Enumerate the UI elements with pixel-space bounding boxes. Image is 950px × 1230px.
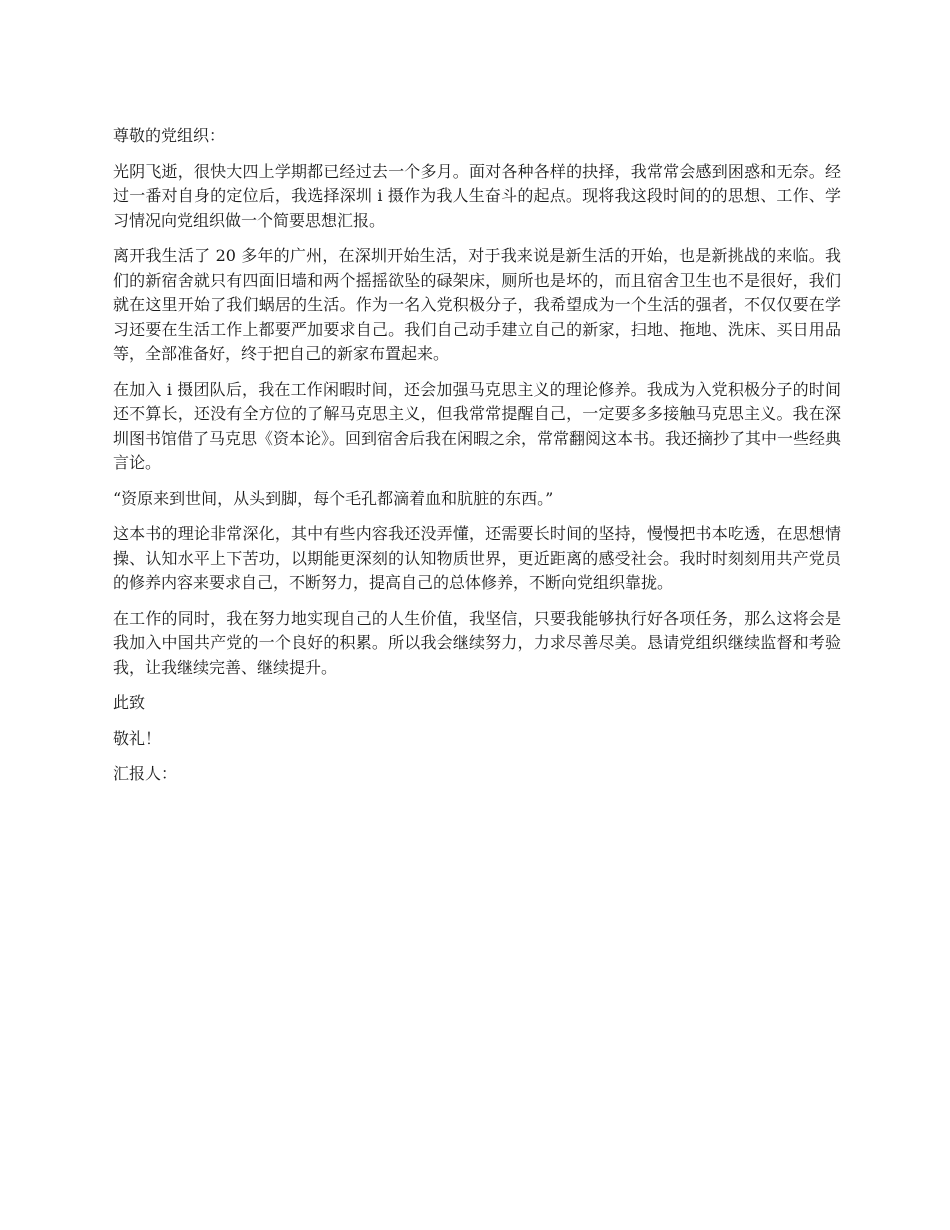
closing: 此致 <box>113 693 146 712</box>
quote: “资原来到世间，从头到脚，每个毛孔都滴着血和肮脏的东西。” <box>113 488 554 508</box>
paragraph-reflection: 这本书的理论非常深化，其中有些内容我还没弄懂，还需要长时间的坚持，慢慢把书本吃透，在思想情操、认知水平上下苦功，以期能更深刻的认知物质世界，更近距离的感受社会。我时时刻刻用共产党员的修养内容来要求自己，不断努力，提高自己的总体修养，不断向党组织靠拢。 <box>113 524 841 592</box>
regards: 敬礼！ <box>113 728 162 748</box>
paragraph-new-life: 离开我生活了 20 多年的广州，在深圳开始生活，对于我来说是新生活的开始，也是新挑战的来临。我们的新宿舍就只有四面旧墙和两个摇摇欲坠的碌架床，厕所也是坏的，而且宿舍卫生也不是很好，我们就在这里开始了我们蜗居的生活。作为一名入党积极分子，我希望成为一个生活的强者，不仅仅要在学习还要在生活工作上都要严加要求自己。我们自己动手建立自己的新家，扫地、拖地、洗床、买日用品等，全部准备好，终于把自己的新家布置起来。 <box>113 246 841 363</box>
paragraph-study-marxism: 在加入 i 摄团队后，我在工作闲暇时间，还会加强马克思主义的理论修养。我成为入党积极分子的时间还不算长，还没有全方位的了解马克思主义，但我常常提醒自己，一定要多多接触马克思主义。我在深圳图书馆借了马克思《资本论》。回到宿舍后我在闲暇之余，常常翻阅这本书。我还摘抄了其中一些经典言论。 <box>113 379 842 472</box>
salutation: 尊敬的党组织： <box>113 126 226 145</box>
paragraph-intro: 光阴飞逝，很快大四上学期都已经过去一个多月。面对各种各样的抉择，我常常会感到困惑和无奈。经过一番对自身的定位后，我选择深圳 i 摄作为我人生奋斗的起点。现将我这段时间的的思想、工作、学习情况向党组织做一个简要思想汇报。 <box>113 161 841 230</box>
signature-label: 汇报人： <box>113 764 178 783</box>
paragraph-commitment: 在工作的同时，我在努力地实现自己的人生价值，我坚信，只要我能够执行好各项任务，那么这将会是我加入中国共产党的一个良好的积累。所以我会继续努力，力求尽善尽美。恳请党组织继续监督和考验我，让我继续完善、继续提升。 <box>113 608 841 677</box>
document-page <box>113 124 841 798</box>
